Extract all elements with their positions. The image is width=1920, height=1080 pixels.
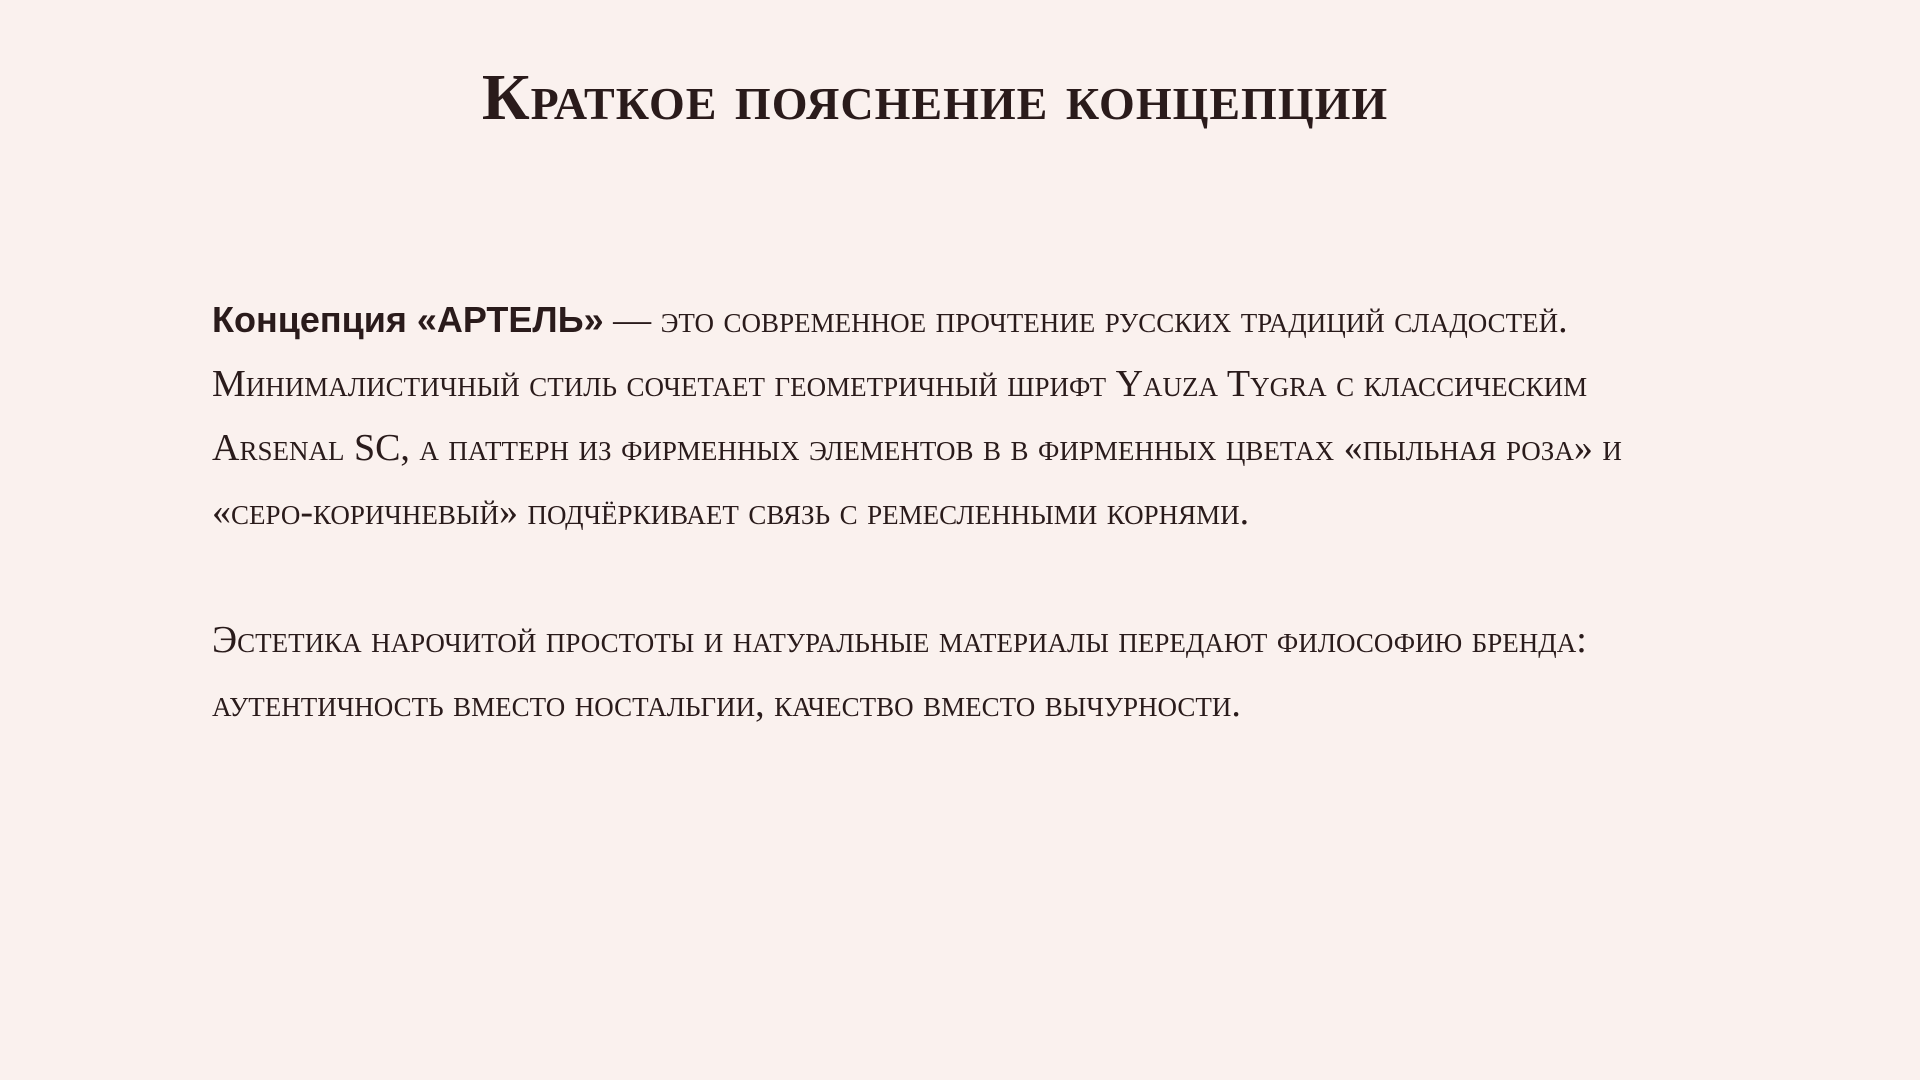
concept-paragraph-1 (212, 288, 1692, 544)
concept-description (212, 288, 1692, 736)
concept-name: Концепция «АРТЕЛЬ» (212, 299, 604, 340)
slide-title: Краткое пояснение концепции (481, 61, 1389, 134)
concept-paragraph-1-text: — это современное прочтение русских традиций сладостей. Минималистичный стиль сочетает геометричный шрифт Yauza Tygra с классическим Arsenal SC, а паттерн из фирменных элементов в в фирменных цветах «пыльная роза» и «серо-коричневый» подчёркивает связь с ремесленными корнями. (212, 299, 1622, 533)
concept-paragraph-2: Эстетика нарочитой простоты и натуральные материалы передают философию бренда: аутентичность вместо ностальгии, качество вместо вычурности. (212, 619, 1587, 725)
